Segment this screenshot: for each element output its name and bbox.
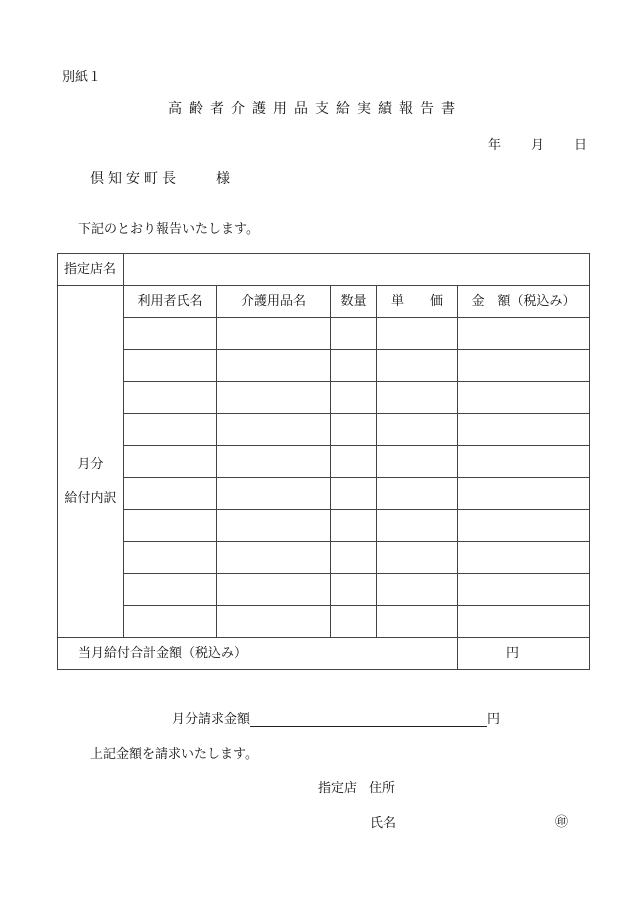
table-row [58, 542, 590, 574]
user-name-cell[interactable] [124, 318, 217, 350]
item-name-cell[interactable] [217, 542, 331, 574]
amount-cell[interactable] [458, 478, 590, 510]
quantity-cell[interactable] [331, 446, 377, 478]
claim-amount-unit: 円 [487, 712, 501, 727]
store-name-field[interactable] [124, 254, 590, 286]
quantity-cell[interactable] [331, 350, 377, 382]
item-name-cell[interactable] [217, 606, 331, 638]
user-name-cell[interactable] [124, 382, 217, 414]
amount-cell[interactable] [458, 318, 590, 350]
breakdown-label [58, 286, 124, 638]
quantity-cell[interactable] [331, 606, 377, 638]
item-name-cell[interactable] [217, 350, 331, 382]
total-label: 当月給付合計金額（税込み） [58, 638, 458, 670]
attachment-label: 別紙１ [62, 70, 102, 85]
store-address-line [318, 777, 395, 796]
col-user-name: 利用者氏名 [124, 286, 217, 318]
amount-cell[interactable] [458, 574, 590, 606]
month-portion-label: 月分 [77, 456, 104, 472]
quantity-cell[interactable] [331, 574, 377, 606]
name-label: 氏名 [370, 816, 397, 831]
report-table [57, 253, 590, 670]
user-name-cell[interactable] [124, 478, 217, 510]
unit-price-cell[interactable] [377, 606, 458, 638]
unit-price-cell[interactable] [377, 478, 458, 510]
table-row [58, 382, 590, 414]
intro-text: 下記のとおり報告いたします。 [78, 222, 259, 237]
item-name-cell[interactable] [217, 478, 331, 510]
item-name-cell[interactable] [217, 382, 331, 414]
item-name-cell[interactable] [217, 574, 331, 606]
total-unit: 円 [458, 638, 590, 670]
unit-price-cell[interactable] [377, 318, 458, 350]
table-row [58, 574, 590, 606]
user-name-cell[interactable] [124, 446, 217, 478]
document-title: 高齢者介護用品支給実績報告書 [168, 101, 462, 117]
breakdown-details-label: 給付内訳 [64, 490, 117, 506]
claim-amount-label: 月分請求金額 [172, 712, 251, 727]
quantity-cell[interactable] [331, 414, 377, 446]
store-name-label: 指定店名 [58, 254, 124, 286]
date-line [488, 134, 587, 153]
unit-price-cell[interactable] [377, 574, 458, 606]
unit-price-cell[interactable] [377, 350, 458, 382]
table-row [58, 318, 590, 350]
store-row [58, 254, 590, 286]
month-label: 月 [531, 138, 545, 153]
quantity-cell[interactable] [331, 478, 377, 510]
item-name-cell[interactable] [217, 446, 331, 478]
user-name-cell[interactable] [124, 542, 217, 574]
quantity-cell[interactable] [331, 510, 377, 542]
table-row [58, 446, 590, 478]
amount-cell[interactable] [458, 510, 590, 542]
store-label: 指定店 [318, 781, 358, 796]
total-row [58, 638, 590, 670]
amount-cell[interactable] [458, 414, 590, 446]
day-label: 日 [574, 138, 588, 153]
user-name-cell[interactable] [124, 414, 217, 446]
unit-price-cell[interactable] [377, 414, 458, 446]
claim-amount-field[interactable] [250, 712, 487, 727]
quantity-cell[interactable] [331, 318, 377, 350]
claim-amount-line [172, 708, 500, 727]
claim-statement: 上記金額を請求いたします。 [90, 747, 258, 762]
table-row [58, 606, 590, 638]
seal-mark: ㊞ [555, 815, 569, 830]
unit-price-cell[interactable] [377, 446, 458, 478]
unit-price-cell[interactable] [377, 542, 458, 574]
table-row [58, 478, 590, 510]
item-name-cell[interactable] [217, 510, 331, 542]
user-name-cell[interactable] [124, 574, 217, 606]
col-amount: 金 額（税込み） [458, 286, 590, 318]
amount-cell[interactable] [458, 382, 590, 414]
quantity-cell[interactable] [331, 382, 377, 414]
unit-price-cell[interactable] [377, 510, 458, 542]
amount-cell[interactable] [458, 350, 590, 382]
unit-price-cell[interactable] [377, 382, 458, 414]
column-header-row [58, 286, 590, 318]
col-quantity: 数量 [331, 286, 377, 318]
address-label: 住所 [369, 781, 396, 796]
quantity-cell[interactable] [331, 542, 377, 574]
year-label: 年 [488, 138, 502, 153]
col-item-name: 介護用品名 [217, 286, 331, 318]
col-unit-price: 単 価 [377, 286, 458, 318]
amount-cell[interactable] [458, 446, 590, 478]
table-row [58, 350, 590, 382]
amount-cell[interactable] [458, 606, 590, 638]
item-name-cell[interactable] [217, 414, 331, 446]
amount-cell[interactable] [458, 542, 590, 574]
table-row [58, 510, 590, 542]
user-name-cell[interactable] [124, 350, 217, 382]
user-name-cell[interactable] [124, 510, 217, 542]
addressee: 倶知安町長 様 [90, 171, 234, 187]
table-row [58, 414, 590, 446]
item-name-cell[interactable] [217, 318, 331, 350]
user-name-cell[interactable] [124, 606, 217, 638]
